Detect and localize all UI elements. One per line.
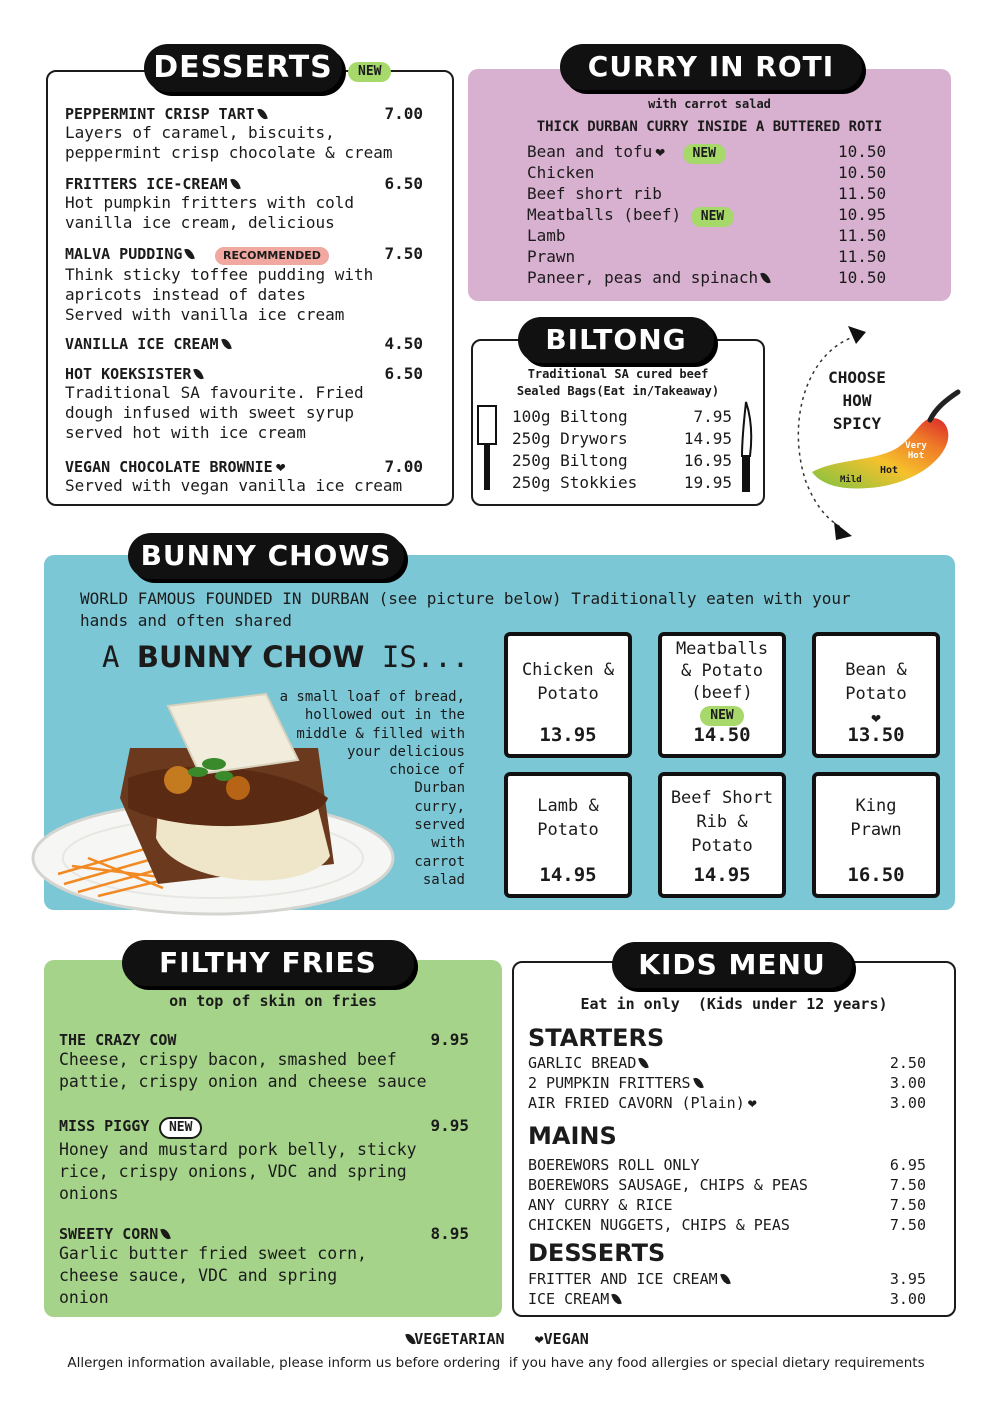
vegetarian-icon (161, 1227, 172, 1241)
biltong-item: 100g Biltong 7.95 (512, 407, 732, 426)
desserts-title: DESSERTS (144, 44, 342, 92)
desserts-new-badge: NEW (348, 60, 391, 82)
curry-roti-list (527, 142, 897, 289)
spicy-level-mild: Mild (840, 475, 862, 485)
vegetarian-icon (185, 247, 196, 261)
kids-item: CHICKEN NUGGETS, CHIPS & PEAS 7.50 (528, 1216, 926, 1234)
knife-icon (738, 400, 754, 494)
kids-subtitle: Eat in only (Kids under 12 years) (580, 995, 888, 1013)
fries-subtitle: on top of skin on fries (169, 992, 377, 1010)
dessert-item: VEGAN CHOCOLATE BROWNIE ❤ 7.00 Served with vegan vanilla ice cream (65, 457, 423, 495)
kids-list (528, 1022, 926, 1310)
bunny-card: Meatballs & Potato (beef) NEW 14.50 (658, 632, 786, 758)
vegan-icon: ❤ (747, 1094, 757, 1112)
vegan-icon: ❤ (275, 457, 286, 476)
kids-item: ANY CURRY & RICE 7.50 (528, 1196, 926, 1214)
fries-item: MISS PIGGY NEW 9.95 Honey and mustard pork belly, sticky rice, crispy onions, VDC and spring onions (59, 1116, 469, 1203)
kids-item: FRITTER AND ICE CREAM 3.95 (528, 1270, 926, 1288)
bunny-card: Lamb & Potato 14.95 (504, 772, 632, 898)
curry-roti-subtitle: with carrot salad (648, 97, 771, 111)
vegetarian-icon (720, 1272, 731, 1286)
kids-section-heading: MAINS (528, 1122, 617, 1150)
bunny-card: King Prawn 16.50 (812, 772, 940, 898)
spicy-label: CHOOSE HOW SPICY (828, 368, 886, 433)
dessert-item: FRITTERS ICE-CREAM 6.50 Hot pumpkin fritters with cold vanilla ice cream, delicious (65, 174, 423, 232)
spicy-level-very-hot: Very Hot (905, 441, 927, 461)
dessert-item: HOT KOEKSISTER 6.50 Traditional SA favourite. Fried dough infused with sweet syrup served hot with ice cream (65, 364, 423, 442)
new-badge: NEW (159, 1117, 202, 1139)
vegan-icon: ❤ (655, 142, 665, 161)
kids-item: BOEREWORS ROLL ONLY 6.95 (528, 1156, 926, 1174)
vegetarian-icon (257, 107, 268, 121)
bunny-card: Chicken & Potato 13.95 (504, 632, 632, 758)
recommended-badge: RECOMMENDED (215, 247, 329, 265)
fries-title: FILTHY FRIES (122, 940, 414, 986)
spicy-level-hot: Hot (880, 465, 899, 476)
bunny-headline: A BUNNY CHOW IS... (102, 640, 470, 674)
dessert-item: PEPPERMINT CRISP TART 7.00 Layers of caramel, biscuits, peppermint crisp chocolate & cream (65, 104, 423, 162)
biltong-title: BILTONG (518, 317, 714, 363)
vegetarian-icon (230, 177, 241, 191)
biltong-subtitle-2: Sealed Bags(Eat in/Takeaway) (516, 384, 720, 398)
fries-item: SWEETY CORN 8.95 Garlic butter fried sweet corn, cheese sauce, VDC and spring onion (59, 1224, 469, 1307)
bunny-description: a small loaf of bread, hollowed out in the middle & filled with your delicious choice of Durban curry, served with carrot salad (279, 689, 465, 888)
curry-roti-item: Chicken 10.50 (527, 163, 887, 182)
curry-roti-item: Bean and tofu ❤ NEW 10.50 (527, 142, 897, 163)
bunny-intro: WORLD FAMOUS FOUNDED IN DURBAN (see picture below) Traditionally eaten with your hands and often shared (80, 589, 851, 630)
biltong-item: 250g Drywors 14.95 (512, 429, 732, 448)
dessert-item: MALVA PUDDING RECOMMENDED 7.50 Think sticky toffee pudding with apricots instead of dates Served with vanilla ice cream (65, 244, 423, 324)
fries-item: THE CRAZY COW 9.95 Cheese, crispy bacon, smashed beef pattie, crispy onion and cheese sauce (59, 1030, 469, 1091)
vegetarian-icon (693, 1076, 704, 1090)
bunny-card: Beef Short Rib & Potato 14.95 (658, 772, 786, 898)
cleaver-icon (476, 404, 498, 494)
curry-roti-item: Lamb 11.50 (527, 226, 887, 245)
fries-list (59, 1030, 469, 1314)
vegetarian-icon (194, 367, 205, 381)
vegan-icon: ❤ (871, 708, 881, 727)
vegan-icon: ❤ (534, 1330, 544, 1348)
biltong-item: 250g Stokkies 19.95 (512, 473, 732, 492)
vegetarian-icon (639, 1056, 650, 1070)
diet-legend: VEGETARIAN ❤VEGAN (0, 1330, 992, 1348)
biltong-subtitle: Traditional SA cured beef (527, 367, 709, 381)
kids-title: KIDS MENU (612, 942, 852, 988)
vegetarian-icon (221, 337, 232, 351)
bunny-card: Bean & Potato ❤ 13.50 (812, 632, 940, 758)
kids-section-heading: STARTERS (528, 1024, 665, 1052)
kids-item: 2 PUMPKIN FRITTERS 3.00 (528, 1074, 926, 1092)
curry-roti-item: Prawn 11.50 (527, 247, 887, 266)
new-badge: NEW (700, 706, 743, 726)
chili-icon (808, 388, 964, 492)
curry-roti-heading: THICK DURBAN CURRY INSIDE A BUTTERED ROTI (536, 119, 883, 135)
curry-roti-item: Paneer, peas and spinach 10.50 (527, 268, 887, 287)
vegetarian-icon (611, 1292, 622, 1306)
kids-item: ICE CREAM 3.00 (528, 1290, 926, 1308)
bunny-chow-photo (28, 688, 408, 928)
kids-item: BOEREWORS SAUSAGE, CHIPS & PEAS 7.50 (528, 1176, 926, 1194)
biltong-list (512, 407, 732, 495)
bunny-title: BUNNY CHOWS (128, 533, 404, 579)
kids-item: GARLIC BREAD 2.50 (528, 1054, 926, 1072)
dessert-item: VANILLA ICE CREAM 4.50 (65, 334, 423, 353)
curry-roti-title: CURRY IN ROTI (560, 44, 862, 90)
kids-item: AIR FRIED CAVORN (Plain) ❤ 3.00 (528, 1094, 926, 1112)
desserts-list (65, 104, 423, 497)
allergen-footer: Allergen information available, please inform us before ordering if you have any food allergies or special dietary requirements (67, 1355, 925, 1371)
curry-roti-item: Meatballs (beef) NEW 10.95 (527, 205, 897, 226)
vegetarian-icon (760, 271, 771, 285)
curry-roti-item: Beef short rib 11.50 (527, 184, 887, 203)
biltong-item: 250g Biltong 16.95 (512, 451, 732, 470)
kids-section-heading: DESSERTS (528, 1239, 666, 1267)
